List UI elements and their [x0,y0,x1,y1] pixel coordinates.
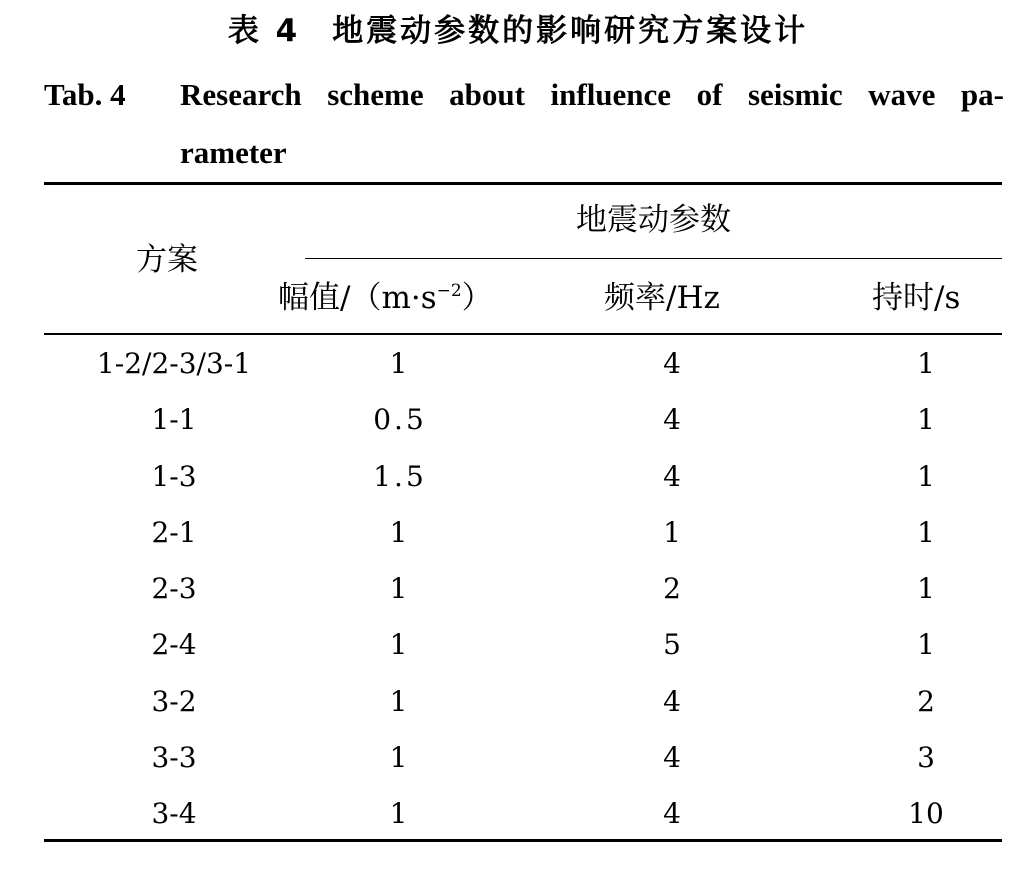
cell-scheme: 1-2/2-3/3-1 [96,347,252,380]
cell-scheme: 2-3 [151,572,197,606]
table-body [0,336,1036,843]
table-title-cn: 地震动参数的影响研究方案设计 [332,13,809,49]
cell-duration: 3 [917,741,935,775]
cell-scheme: 2-4 [151,628,197,662]
cell-frequency: 4 [663,797,681,831]
cell-amplitude: 1.5 [373,459,427,493]
cell-scheme: 3-3 [151,741,197,775]
cell-scheme: 1-1 [151,403,197,437]
cell-amplitude: 1 [389,797,411,831]
cell-scheme: 1-3 [151,459,197,493]
cell-frequency: 1 [663,515,681,549]
header-frequency: 频率/Hz [604,280,720,316]
table-row [0,449,1036,505]
header-amplitude-exponent: −2 [436,281,462,301]
cell-amplitude: 1 [389,741,411,775]
header-amplitude-close: ） [461,280,493,316]
header-scheme: 方案 [136,242,198,278]
cell-duration: 1 [917,347,935,380]
cell-amplitude: 1 [389,515,411,549]
table-caption-cn [0,8,1036,54]
cell-amplitude: 1 [389,684,411,718]
table-label-en: Tab. 4 [44,77,126,112]
cell-amplitude: 1 [389,572,411,606]
cell-frequency: 5 [663,628,681,662]
cell-frequency: 4 [663,684,681,718]
table-row [0,505,1036,561]
cell-duration: 1 [917,403,935,437]
cell-frequency: 4 [663,741,681,775]
cell-amplitude: 0.5 [373,403,427,437]
cell-duration: 1 [917,515,935,549]
cell-duration: 1 [917,572,935,606]
cell-duration: 10 [908,797,944,831]
table-top-rule [44,182,1002,185]
cell-frequency: 4 [663,347,681,380]
cell-duration: 1 [917,628,935,662]
cell-scheme: 3-4 [151,797,197,831]
table-row [0,786,1036,842]
cell-frequency: 2 [663,572,681,606]
table-row [0,392,1036,448]
header-bottom-rule [44,333,1002,335]
cell-frequency: 4 [663,459,681,493]
header-seismic-parameters: 地震动参数 [576,202,731,238]
cell-amplitude: 1 [389,347,411,380]
header-group-rule [305,258,1002,259]
cell-duration: 1 [917,459,935,493]
cell-frequency: 4 [663,403,681,437]
table-row [0,674,1036,730]
table-caption-en [44,66,1004,182]
table-label-cn: 表 4 [227,13,301,49]
header-amplitude-label: 幅值/（m·s [278,280,437,316]
cell-scheme: 3-2 [151,684,197,718]
table-row [0,561,1036,617]
cell-duration: 2 [917,684,935,718]
cell-amplitude: 1 [389,628,411,662]
header-amplitude [278,278,493,318]
table-row [0,617,1036,673]
table-title-en: Research scheme about influence of seismic wave pa- rameter [180,77,1004,170]
table-row [0,336,1036,392]
table-row [0,730,1036,786]
cell-scheme: 2-1 [151,515,197,549]
header-duration: 持时/s [872,280,961,316]
